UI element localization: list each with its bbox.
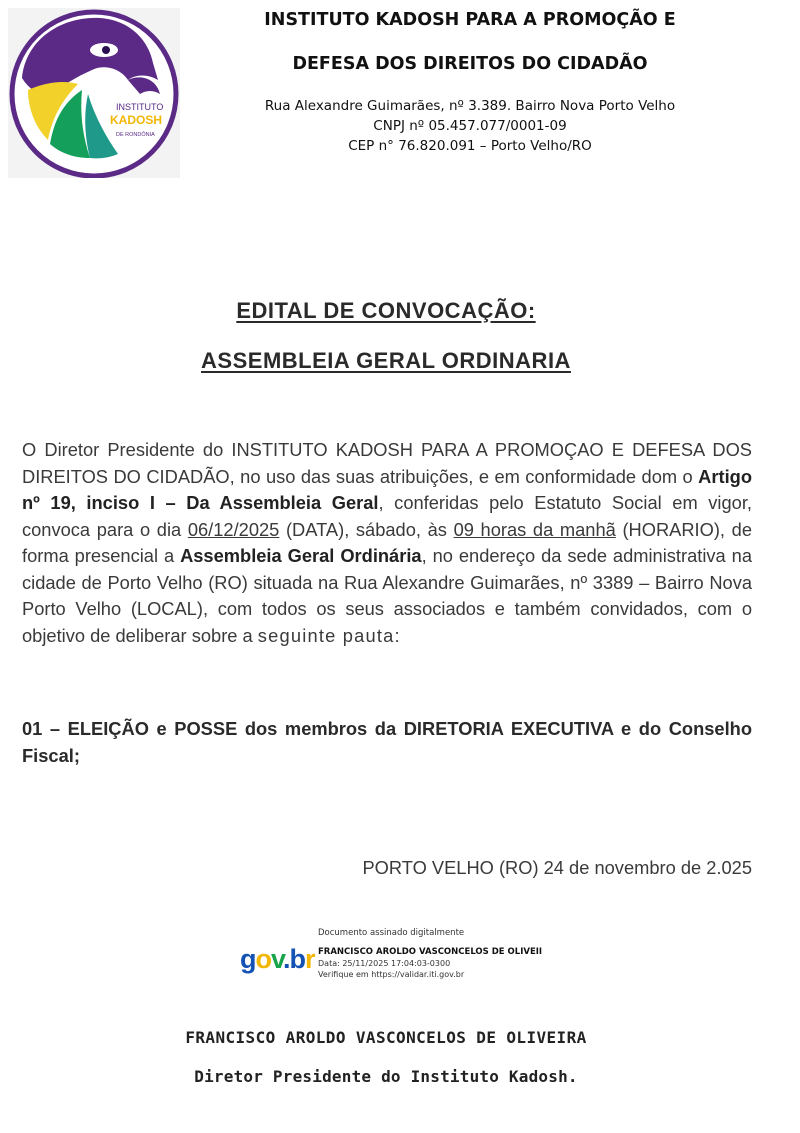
convocation-paragraph	[22, 437, 752, 649]
body-text-part4: (HORARIO), de forma presencial a	[22, 518, 752, 566]
signer-name: FRANCISCO AROLDO VASCONCELOS DE OLIVEIRA	[185, 1028, 587, 1047]
assembly-name: Assembleia Geral Ordinária	[180, 545, 422, 566]
body-text-part5: , no endereço da sede administrativa na cidade de Porto Velho (RO) situada na Rua Alexandre Guimarães, nº 3389 – Bairro Nova Porto Velho (LOCAL), com todos os seus associados e também convidados, com o objetivo de deliberar sobre a	[22, 545, 752, 646]
org-cnpj: CNPJ nº 05.457.077/0001-09	[373, 118, 567, 134]
govbr-logo-text: gov.br	[240, 944, 315, 974]
document-subtitle: ASSEMBLEIA GERAL ORDINARIA	[201, 348, 571, 373]
logo-text-kadosh: KADOSH	[110, 113, 163, 127]
body-text-part2: , conferidas pelo Estatuto Social em vigor, convoca para o dia	[22, 492, 752, 540]
signature-label: Documento assinado digitalmente	[318, 928, 465, 938]
letterhead	[190, 8, 750, 156]
agenda-item: 01 – ELEIÇÃO e POSSE dos membros da DIRETORIA EXECUTIVA e do Conselho Fiscal;	[22, 718, 752, 766]
meeting-time: 09 horas da manhã	[453, 518, 616, 540]
statute-article: Artigo nº 19, inciso I – Da Assembleia Geral	[22, 465, 752, 513]
document-title: EDITAL DE CONVOCAÇÃO:	[236, 298, 536, 323]
org-address: Rua Alexandre Guimarães, nº 3.389. Bairro Nova Porto Velho	[264, 98, 676, 114]
institute-logo	[8, 8, 180, 178]
org-cep: CEP n° 76.820.091 – Porto Velho/RO	[348, 138, 592, 154]
govbr-logo	[240, 938, 320, 978]
body-text-part3: (DATA), sábado, às	[279, 518, 454, 540]
digital-signature-stamp	[318, 928, 542, 981]
signature-signer: FRANCISCO AROLDO VASCONCELOS DE OLIVEII	[318, 947, 543, 957]
kadosh-eagle-icon	[8, 8, 180, 178]
org-name-line1: INSTITUTO KADOSH PARA A PROMOÇÃO E	[264, 10, 676, 30]
body-text-part6: seguinte pauta:	[257, 624, 401, 646]
meeting-date: 06/12/2025	[187, 518, 280, 540]
org-name-line2: DEFESA DOS DIREITOS DO CIDADÃO	[292, 54, 648, 74]
signer-role: Diretor Presidente do Instituto Kadosh.	[194, 1067, 578, 1086]
logo-text-instituto: INSTITUTO	[116, 102, 164, 112]
signature-date: Data: 25/11/2025 17:04:03-0300	[318, 959, 451, 968]
logo-text-rondonia: DE RONDÔNIA	[116, 132, 155, 138]
signature-verify-link[interactable]: Verifique em https://validar.iti.gov.br	[318, 970, 465, 979]
body-text-part1: O Diretor Presidente do INSTITUTO KADOSH PARA A PROMOÇAO E DEFESA DOS DIREITOS DO CIDADÃO, no uso das suas atribuições, e em conformidade dom o	[22, 439, 752, 487]
place-and-date: PORTO VELHO (RO) 24 de novembro de 2.025	[362, 857, 752, 878]
